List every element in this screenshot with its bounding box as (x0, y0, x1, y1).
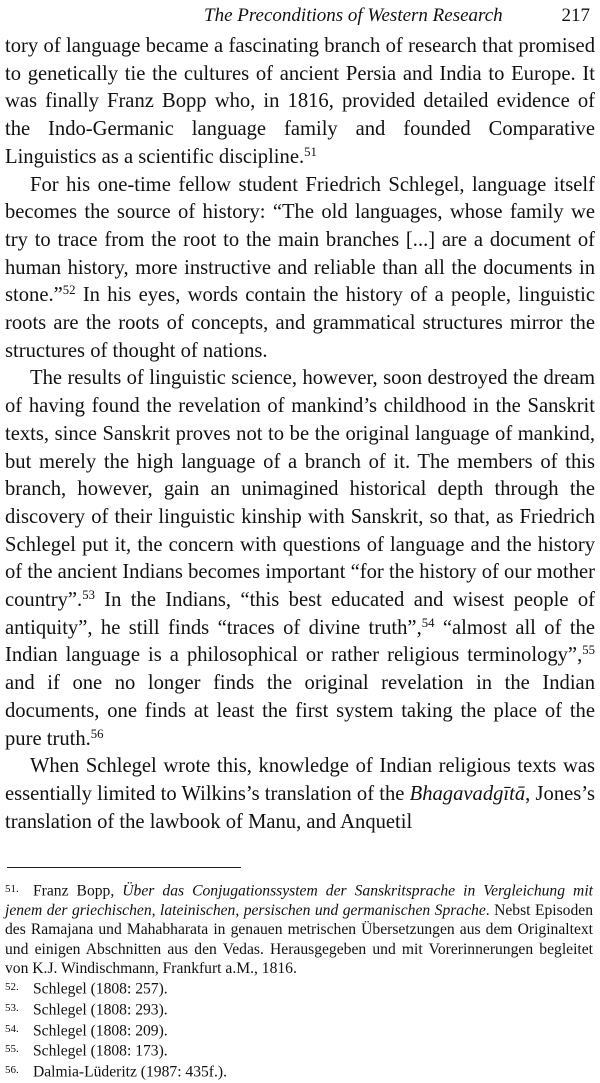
text-run: , Jones’s translation of the lawbook of Manu, and Anquetil (5, 782, 596, 833)
text-run: Dalmia-Lüderitz (1987: 435f.). (33, 1063, 227, 1081)
footnote-ref[interactable]: 55 (582, 643, 595, 658)
text-run: Franz Bopp, (33, 882, 123, 900)
footnote-number: 51. (5, 883, 19, 895)
paragraph (5, 365, 595, 753)
body-text (5, 33, 595, 836)
footnote (5, 999, 593, 1020)
footnote-number: 52. (5, 981, 19, 994)
footnote-ref[interactable]: 51 (304, 144, 317, 159)
footnote (5, 1020, 593, 1041)
paragraph (5, 753, 595, 836)
footnote (5, 1040, 593, 1061)
paragraph (5, 33, 595, 172)
text-run: and if one no longer finds the original revelation in the Indian documents, one finds at least the first system taking the place of the pure truth. (5, 672, 595, 750)
text-run: In his eyes, words contain the history of a people, linguistic roots are the roots of concepts, and grammatical structures mirror the structures of thought of nations. (5, 284, 595, 362)
text-run: When Schlegel wrote this, knowledge of Indian religious texts was essentially limited to Wilkins’s translation of the (5, 755, 595, 805)
italic-text: Über das Conjugationssystem der Sanskritsprache in Vergleichung mit jenem der griechischen, lateinischen, persischen und germanischen Sprache (5, 882, 593, 919)
footnote-number: 55. (5, 1043, 19, 1056)
footnote (5, 978, 593, 999)
paragraph (5, 172, 595, 366)
footnote-number: 54. (5, 1022, 19, 1035)
italic-text: Bhagavadgītā (409, 782, 526, 805)
text-run: In the Indians, “this best educated and wisest people of antiquity”, he still finds “traces of divine truth”, (5, 589, 595, 639)
footnote-ref[interactable]: 56 (90, 726, 104, 741)
text-run: “almost all of the Indian language is a philosophical or rather religious terminology”, (5, 616, 595, 667)
text-run: Schlegel (1808: 209). (33, 1022, 168, 1040)
text-run: Schlegel (1808: 257). (33, 980, 168, 998)
footnotes (5, 880, 593, 1082)
text-run: For his one-time fellow student Friedrich Schlegel, language itself becomes the source of history: “The old languages, whose family we try to trace from the root to the main branches [...] are a document of human history, more instructive and reliable than all the documents in stone.” (5, 173, 595, 307)
footnote (5, 1061, 593, 1082)
page-number: 217 (561, 5, 590, 26)
footnote-number: 53. (5, 1002, 19, 1015)
text-run: . Nebst Episoden des Ramajana und Mahabharata in genauen metrischen Übersetzungen aus dem Originaltext und einigen Abschnitten aus den Vedas. Herausgegeben und mit Vorerinnerungen begleitet von K.J. Windischmann, Frankfurt a.M., 1816. (5, 901, 593, 977)
footnote-ref[interactable]: 52 (62, 283, 76, 298)
text-run: Schlegel (1808: 173). (33, 1042, 168, 1060)
footnote-ref[interactable]: 53 (82, 588, 95, 603)
text-run: The results of linguistic science, however, soon destroyed the dream of having found the revelation of mankind’s childhood in the Sanskrit texts, since Sanskrit proves not to be the original language of mankind, but merely the high language of a branch of it. The members of this branch, however, gain an unimagined historical depth through the discovery of their linguistic kinship with Sanskrit, so that, as Friedrich Schlegel put it, the concern with questions of language and the history of the ancient Indians becomes important “for the history of our mother country”. (5, 367, 595, 612)
footnote (5, 880, 593, 978)
text-run: tory of language became a fascinating branch of research that promised to genetically tie the cultures of ancient Persia and India to Europe. It was finally Franz Bopp who, in 1816, provided detailed evidence of the Indo-Germanic language family and founded Comparative Linguistics as a scientific discipline. (5, 35, 595, 168)
running-head (0, 3, 596, 29)
running-title: The Preconditions of Western Research (204, 5, 503, 26)
footnote-separator (7, 867, 241, 868)
text-run: Schlegel (1808: 293). (33, 1001, 168, 1019)
footnote-number: 56. (5, 1064, 19, 1077)
footnote-ref[interactable]: 54 (421, 615, 435, 630)
